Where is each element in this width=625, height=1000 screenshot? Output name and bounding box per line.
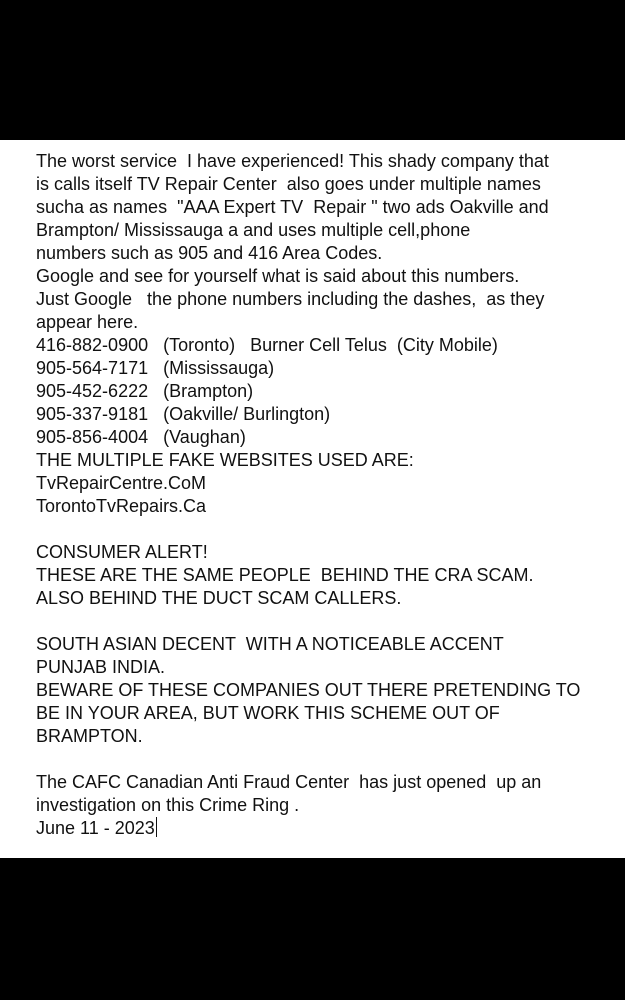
- text-line: BE IN YOUR AREA, BUT WORK THIS SCHEME OUT OF: [36, 703, 500, 723]
- text-line: BRAMPTON.: [36, 726, 143, 746]
- phone-line: 905-856-4004 (Vaughan): [36, 427, 246, 447]
- phone-line: 416-882-0900 (Toronto) Burner Cell Telus (City Mobile): [36, 335, 498, 355]
- website-line: TvRepairCentre.CoM: [36, 473, 207, 493]
- text-line: ALSO BEHIND THE DUCT SCAM CALLERS.: [36, 588, 402, 608]
- text-line: investigation on this Crime Ring .: [36, 795, 300, 815]
- text-line: Google and see for yourself what is said about this numbers.: [36, 266, 520, 286]
- blank-line: [36, 748, 621, 771]
- document-page: [0, 140, 625, 858]
- text-line: SOUTH ASIAN DECENT WITH A NOTICEABLE ACCENT: [36, 634, 504, 654]
- text-line: Brampton/ Mississauga a and uses multiple cell,phone: [36, 220, 471, 240]
- text-line: appear here.: [36, 312, 139, 332]
- text-line: THE MULTIPLE FAKE WEBSITES USED ARE:: [36, 450, 414, 470]
- text-line: THESE ARE THE SAME PEOPLE BEHIND THE CRA SCAM.: [36, 565, 534, 585]
- text-line: sucha as names "AAA Expert TV Repair " two ads Oakville and: [36, 197, 549, 217]
- phone-line: 905-564-7171 (Mississauga): [36, 358, 275, 378]
- text-line: numbers such as 905 and 416 Area Codes.: [36, 243, 383, 263]
- date-line: [36, 817, 621, 840]
- phone-line: 905-337-9181 (Oakville/ Burlington): [36, 404, 331, 424]
- blank-line: [36, 518, 621, 541]
- text-line: The CAFC Canadian Anti Fraud Center has just opened up an: [36, 772, 542, 792]
- text-line: PUNJAB INDIA.: [36, 657, 166, 677]
- blank-line: [36, 610, 621, 633]
- review-text[interactable]: [36, 150, 621, 840]
- text-line: Just Google the phone numbers including the dashes, as they: [36, 289, 545, 309]
- text-line: BEWARE OF THESE COMPANIES OUT THERE PRETENDING TO: [36, 680, 581, 700]
- alert-heading: CONSUMER ALERT!: [36, 542, 208, 562]
- website-line: TorontoTvRepairs.Ca: [36, 496, 207, 516]
- phone-line: 905-452-6222 (Brampton): [36, 381, 254, 401]
- date-text: June 11 - 2023: [36, 818, 155, 838]
- text-cursor: [156, 817, 157, 837]
- text-line: is calls itself TV Repair Center also goes under multiple names: [36, 174, 541, 194]
- text-line: The worst service I have experienced! This shady company that: [36, 151, 549, 171]
